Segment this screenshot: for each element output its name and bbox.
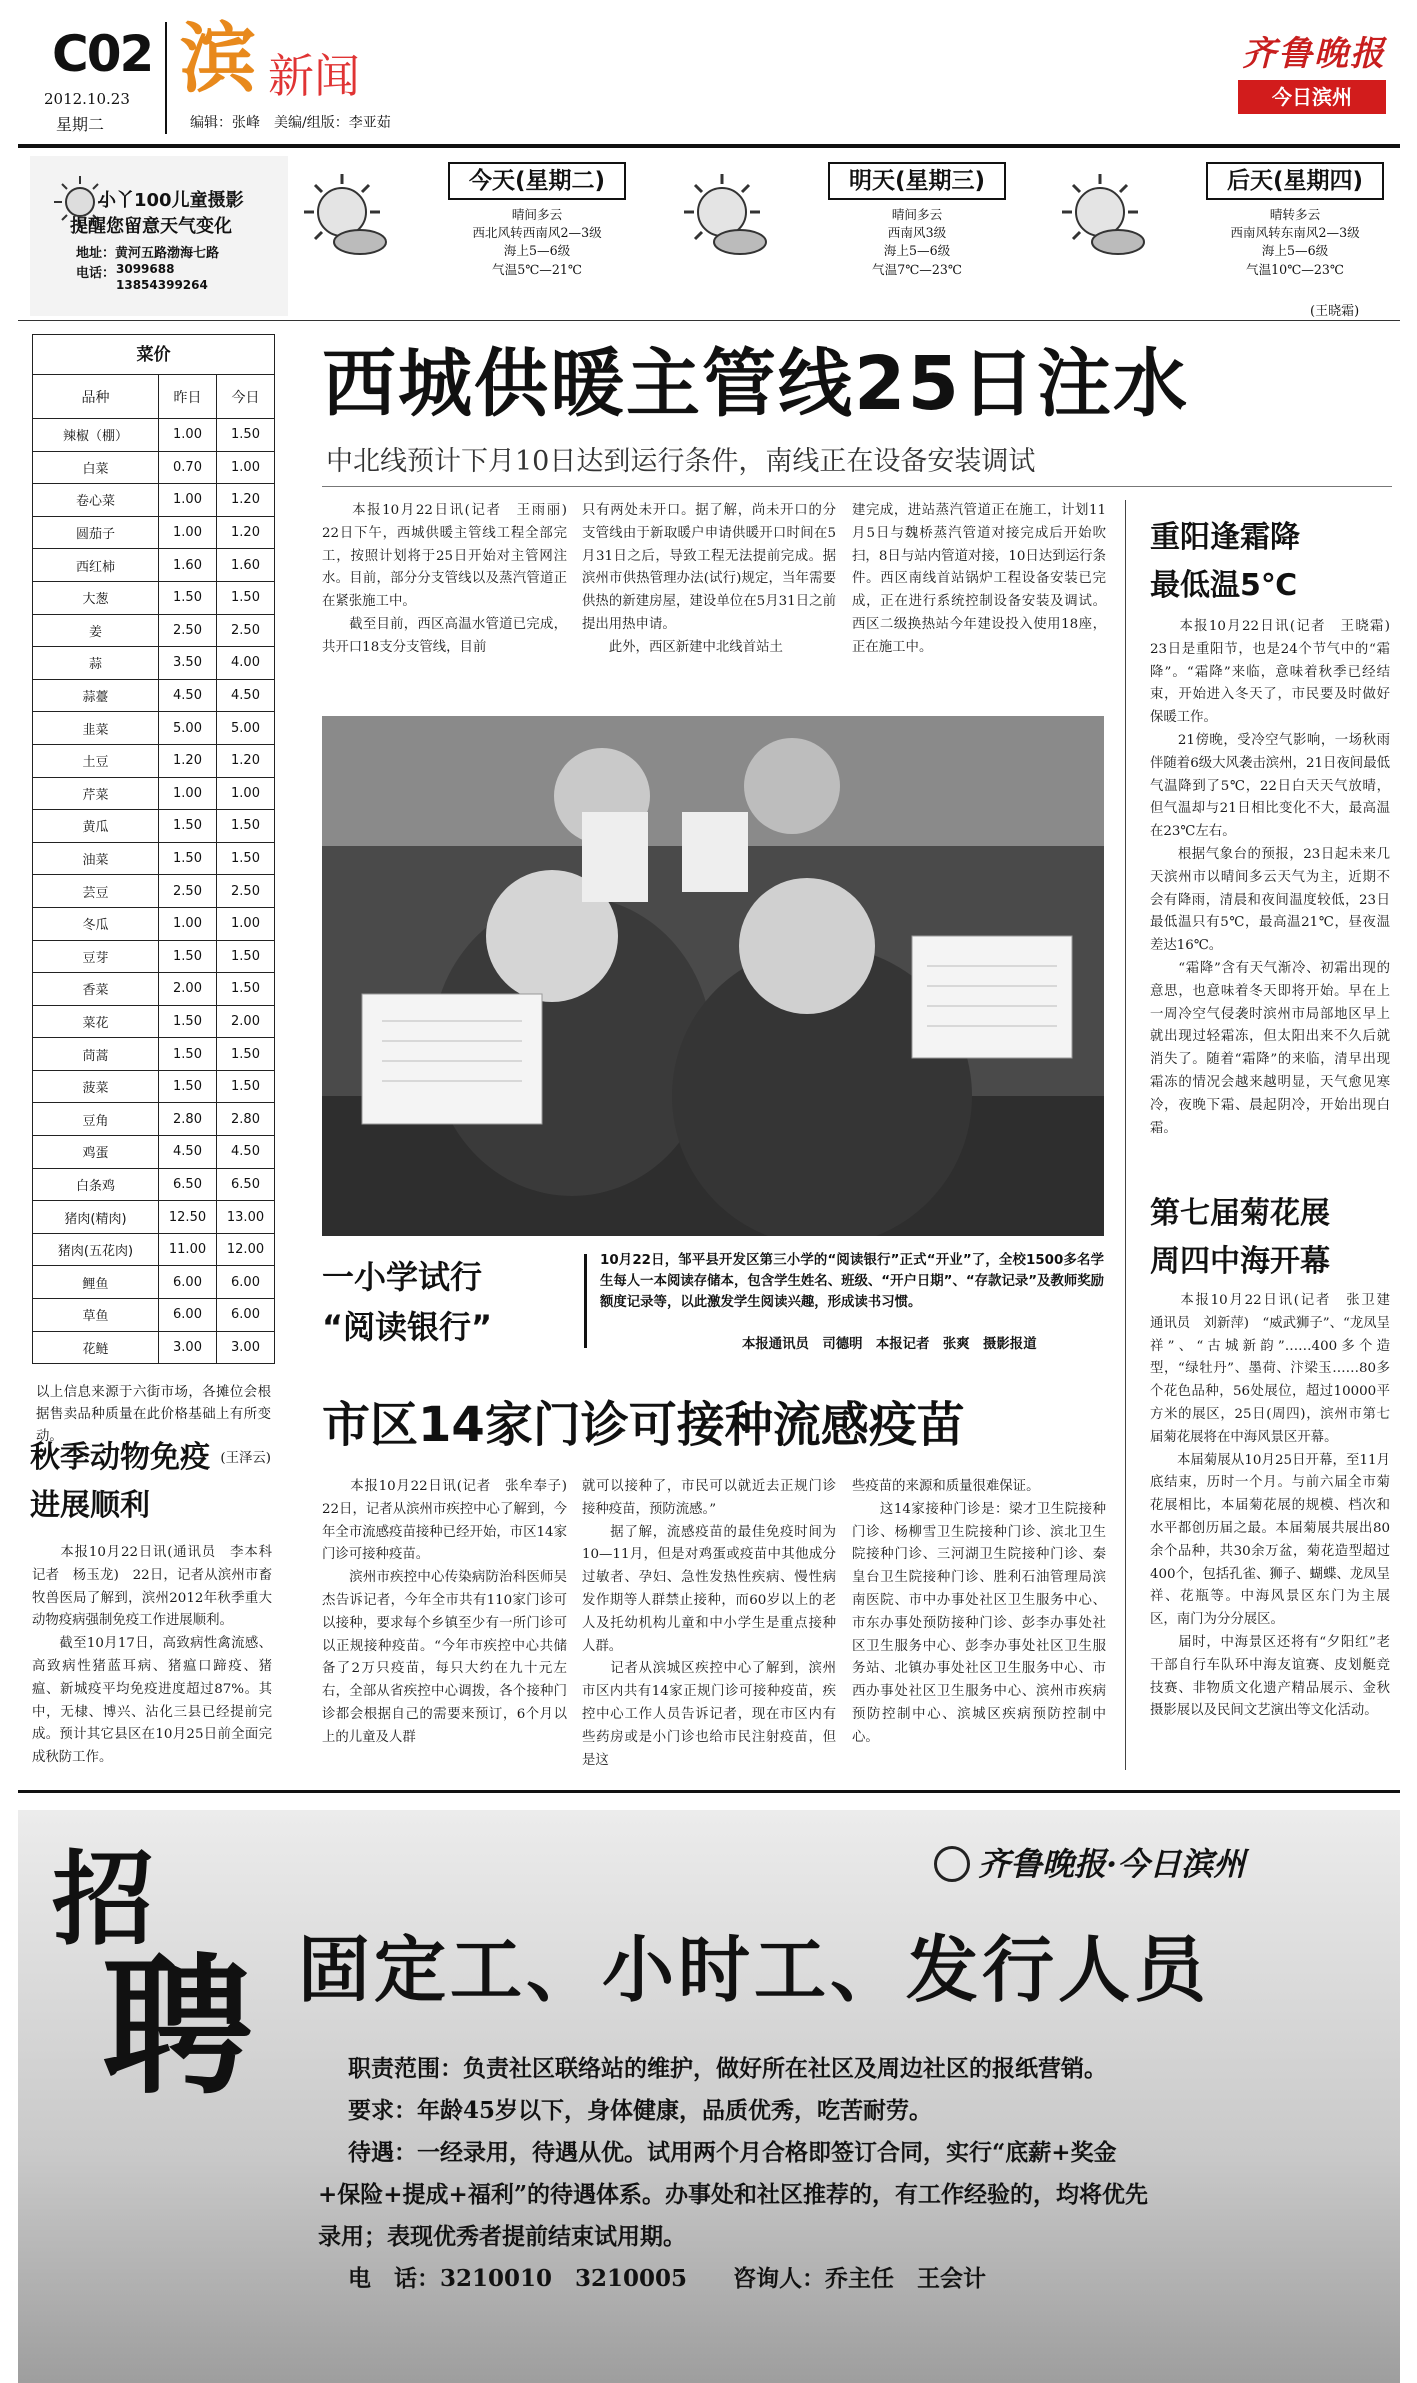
price-row <box>33 810 275 843</box>
sponsor-address: 地址：黄河五路渤海七路 <box>76 246 220 261</box>
price-yesterday: 6.50 <box>159 1168 217 1201</box>
price-yesterday: 11.00 <box>159 1233 217 1266</box>
price-row <box>33 1201 275 1234</box>
price-credit: (王泽云) <box>220 1451 271 1467</box>
item-name: 豆角 <box>33 1103 159 1136</box>
price-yesterday: 1.50 <box>159 940 217 973</box>
price-today: 1.50 <box>217 1038 275 1071</box>
price-today: 2.50 <box>217 614 275 647</box>
price-yesterday: 1.50 <box>159 1005 217 1038</box>
section-logo-char: 滨 <box>180 14 256 103</box>
price-yesterday: 1.00 <box>159 907 217 940</box>
price-yesterday: 2.80 <box>159 1103 217 1136</box>
headline-line: 最低温5℃ <box>1150 568 1298 603</box>
item-name: 芹菜 <box>33 777 159 810</box>
flu-headline: 市区14家门诊可接种流感疫苗 <box>322 1397 965 1453</box>
price-yesterday: 1.50 <box>159 842 217 875</box>
column-header: 品种 <box>33 375 159 419</box>
item-name: 豆芽 <box>33 940 159 973</box>
price-today: 2.80 <box>217 1103 275 1136</box>
headline-line: 重阳逢霜降 <box>1150 520 1300 555</box>
item-name: 黄瓜 <box>33 810 159 843</box>
price-today: 4.50 <box>217 1136 275 1169</box>
price-today: 1.00 <box>217 907 275 940</box>
ad-headline: 固定工、小时工、发行人员 <box>298 1928 1211 2012</box>
price-today: 1.50 <box>217 810 275 843</box>
livestock-headline <box>30 1434 210 1530</box>
price-today: 1.00 <box>217 777 275 810</box>
price-yesterday: 1.00 <box>159 777 217 810</box>
price-row <box>33 940 275 973</box>
price-yesterday: 1.50 <box>159 810 217 843</box>
partly-cloudy-icon <box>674 168 774 268</box>
lead-column-2: 只有两处未开口。据了解，尚未开口的分支管线由于新取暖户申请供暖开口时间在5月31日之后，导致工程无法提前完成。据滨州市供热管理办法(试行)规定，当年需要供热的新建房屋，建设单位在5月31日之前提出用热申请。 此外，西区新建中北线首站土 <box>582 503 836 655</box>
item-name: 花鲢 <box>33 1331 159 1364</box>
ad-body <box>318 2048 1368 2300</box>
reading-bank-photo <box>322 716 1104 1236</box>
price-yesterday: 5.00 <box>159 712 217 745</box>
price-today: 1.50 <box>217 973 275 1006</box>
weather-line: 海上5—6级 <box>883 243 951 259</box>
price-yesterday: 6.00 <box>159 1266 217 1299</box>
price-today: 4.00 <box>217 647 275 680</box>
price-note: 以上信息来源于六街市场，各摊位会根据售卖品种质量在此价格基础上有所变动。 <box>36 1385 271 1445</box>
price-today: 5.00 <box>217 712 275 745</box>
price-today: 1.50 <box>217 842 275 875</box>
partly-cloudy-icon <box>294 168 394 268</box>
price-row <box>33 1070 275 1103</box>
flu-column-3: 些疫苗的来源和质量很难保证。 这14家接种门诊是：梁才卫生院接种门诊、杨柳雪卫生院接种门诊、滨北卫生院接种门诊、三河湖卫生院接种门诊、秦皇台卫生院接种门诊、胜利石油管理局滨南医院、市中办事处社区卫生服务中心、市东办事处预防接种门诊、彭李办事处社区卫生服务中心、彭李办事处社区卫生服务站、北镇办事处社区卫生服务中心、市西办事处社区卫生服务中心、滨州市疾病预防控制中心、滨城区疾病预防控制中心。 <box>852 1479 1106 1745</box>
price-yesterday: 6.00 <box>159 1299 217 1332</box>
price-yesterday: 1.50 <box>159 1038 217 1071</box>
item-name: 香菜 <box>33 973 159 1006</box>
price-today: 2.50 <box>217 875 275 908</box>
price-yesterday: 1.00 <box>159 516 217 549</box>
price-yesterday: 2.50 <box>159 875 217 908</box>
headline-line: 第七届菊花展 <box>1150 1196 1330 1231</box>
frost-body: 本报10月22日讯(记者 王晓霜) 23日是重阳节，也是24个节气中的“霜降”。“霜降”来临，意味着秋季已经结束，开始进入冬天了，市民要及时做好保暖工作。 21傍晚，受冷空气影响，一场秋雨伴随着6级大风袭击滨州，21日夜间最低气温降到了5℃，22日白天天气放晴，但气温却与21日相比变化不大，最高温在23℃左右。 根据气象台的预报，23日起未来几天滨州市以晴间多云天气为主，近期不会有降雨，清晨和夜间温度较低，23日最低温只有5℃，最高温21℃，昼夜温差达16℃。 “霜降”含有天气渐冷、初霜出现的意思，也意味着冬天即将开始。早在上一周冷空气侵袭时滨州市局部地区早上就出现过轻霜冻，但太阳出来不久后就消失了。随着“霜降”的来临，清早出现霜冻的情况会越来越明显，天气愈见寒冷，夜晚下霜、晨起阴冷，开始出现白霜。 <box>1150 619 1390 1136</box>
weather-line: 气温5℃—21℃ <box>492 261 582 277</box>
price-today: 12.00 <box>217 1233 275 1266</box>
item-name: 白条鸡 <box>33 1168 159 1201</box>
sponsor-title: 小丫100儿童摄影 <box>98 190 244 211</box>
column-header: 昨日 <box>159 375 217 419</box>
price-today: 2.00 <box>217 1005 275 1038</box>
flu-column-1: 本报10月22日讯(记者 张牟奉子) 22日，记者从滨州市疾控中心了解到，今年全市流感疫苗接种已经开始，市区14家门诊可接种疫苗。 滨州市疾控中心传染病防治科医师吴杰告诉记者，今年全市共有110家门诊可以接种，要求每个乡镇至少有一所门诊可以正规接种疫苗。“今年市疾控中心共储备了2万只疫苗，每只大约在九十元左右，全部从省疾控中心调拨，各个接种门诊都会根据自己的需要来预订，6个月以上的儿童及人群 <box>322 1479 567 1745</box>
weather-line: 海上5—6级 <box>503 243 571 259</box>
price-row <box>33 581 275 614</box>
weather-rule <box>18 320 1400 321</box>
price-yesterday: 3.50 <box>159 647 217 680</box>
price-row <box>33 1136 275 1169</box>
price-row <box>33 842 275 875</box>
item-name: 圆茄子 <box>33 516 159 549</box>
right-column-divider <box>1125 500 1126 1770</box>
ad-brand-text: 齐鲁晚报·今日滨州 <box>978 1845 1246 1883</box>
paper-name: 齐鲁晚报 <box>1242 34 1386 74</box>
item-name: 鸡蛋 <box>33 1136 159 1169</box>
sponsor-slogan: 提醒您留意天气变化 <box>70 216 232 237</box>
price-yesterday: 1.00 <box>159 484 217 517</box>
page-number: C02 <box>52 25 153 83</box>
item-name: 卷心菜 <box>33 484 159 517</box>
item-name: 鲤鱼 <box>33 1266 159 1299</box>
weather-line: 西南风3级 <box>887 225 947 241</box>
price-table-title: 菜价 <box>32 334 275 374</box>
item-name: 土豆 <box>33 744 159 777</box>
headline-line: 周四中海开幕 <box>1150 1244 1330 1279</box>
caption-divider <box>584 1254 587 1348</box>
item-name: 芸豆 <box>33 875 159 908</box>
price-yesterday: 2.50 <box>159 614 217 647</box>
masthead-divider <box>165 22 167 134</box>
price-row <box>33 1299 275 1332</box>
column-header: 今日 <box>217 375 275 419</box>
price-today: 1.00 <box>217 451 275 484</box>
sponsor-phone-1: 3099688 <box>116 262 175 276</box>
item-name: 蒜薹 <box>33 679 159 712</box>
item-name: 韭菜 <box>33 712 159 745</box>
livestock-body: 本报10月22日讯(通讯员 李本科 记者 杨玉龙) 22日，记者从滨州市畜牧兽医局了解到，滨州2012年秋季重大动物疫病强制免疫工作进展顺利。 截至10月17日，高致病性禽流感、高致病性猪蓝耳病、猪瘟口蹄疫、猪瘟、新城疫平均免疫进度超过87%。其中，无棣、博兴、沾化三县已经提前完成。预计其它县区在10月25日前全面完成秋防工作。 <box>32 1545 272 1766</box>
weather-line: 晴间多云 <box>511 207 563 222</box>
price-row <box>33 1038 275 1071</box>
price-today: 1.50 <box>217 940 275 973</box>
weather-line: 晴转多云 <box>1269 207 1321 222</box>
price-row <box>33 549 275 582</box>
lead-headline: 西城供暖主管线25日注水 <box>322 341 1189 427</box>
item-name: 辣椒（棚） <box>33 419 159 452</box>
price-row <box>33 1331 275 1364</box>
weather-line: 西北风转西南风2—3级 <box>472 225 602 241</box>
partly-cloudy-icon <box>1052 168 1152 268</box>
caption-title-line: “阅读银行” <box>322 1308 493 1346</box>
price-row <box>33 973 275 1006</box>
editors-line: 编辑：张峰 美编/组版：李亚茹 <box>190 115 391 131</box>
price-yesterday: 1.60 <box>159 549 217 582</box>
price-yesterday: 1.50 <box>159 1070 217 1103</box>
price-table <box>32 374 275 1364</box>
photo-credit: 本报通讯员 司德明 本报记者 张爽 摄影报道 <box>742 1337 1037 1352</box>
sponsor-phone-label: 电话： <box>76 266 116 281</box>
weather-line: 海上5—6级 <box>1261 243 1329 259</box>
item-name: 猪肉(五花肉) <box>33 1233 159 1266</box>
price-yesterday: 1.00 <box>159 419 217 452</box>
price-row <box>33 777 275 810</box>
price-row <box>33 1103 275 1136</box>
weather-today <box>292 156 652 316</box>
price-today: 1.20 <box>217 744 275 777</box>
price-row <box>33 647 275 680</box>
recruitment-ad <box>18 1810 1400 2383</box>
masthead <box>0 0 1417 150</box>
issue-weekday: 星期二 <box>56 115 105 134</box>
price-today: 6.00 <box>217 1299 275 1332</box>
photo-caption: 10月22日，邹平县开发区第三小学的“阅读银行”正式“开业”了，全校1500多名学生每人一本阅读存储本，包含学生姓名、班级、“开户日期”、“存款记录”及教师奖励额度记录等，以此激发学生阅读兴趣，形成读书习惯。 <box>600 1253 1104 1310</box>
item-name: 猪肉(精肉) <box>33 1201 159 1234</box>
price-today: 3.00 <box>217 1331 275 1364</box>
frost-headline <box>1150 514 1300 610</box>
ad-pay-line: 待遇：一经录用，待遇从优。试用两个月合格即签订合同，实行“底薪+奖金 <box>348 2139 1117 2166</box>
weather-title: 今天(星期二) <box>448 162 626 200</box>
item-name: 油菜 <box>33 842 159 875</box>
price-row <box>33 712 275 745</box>
item-name: 菠菜 <box>33 1070 159 1103</box>
price-today: 1.50 <box>217 419 275 452</box>
price-row <box>33 1266 275 1299</box>
item-name: 冬瓜 <box>33 907 159 940</box>
item-name: 姜 <box>33 614 159 647</box>
ad-duty: 职责范围：负责社区联络站的维护，做好所在社区及周边社区的报纸营销。 <box>348 2055 1107 2082</box>
main-bottom-rule <box>18 1790 1400 1793</box>
item-name: 菜花 <box>33 1005 159 1038</box>
sponsor-box <box>30 156 288 316</box>
price-yesterday: 4.50 <box>159 1136 217 1169</box>
item-name: 大葱 <box>33 581 159 614</box>
ad-pay-line: +保险+提成+福利”的待遇体系。办事处和社区推荐的，有工作经验的，均将优先 <box>318 2181 1149 2208</box>
item-name: 蒜 <box>33 647 159 680</box>
weather-line: 气温7℃—23℃ <box>872 261 962 277</box>
price-today: 1.50 <box>217 1070 275 1103</box>
weather-line: 晴间多云 <box>891 207 943 222</box>
price-row <box>33 875 275 908</box>
price-section <box>32 334 275 1470</box>
ad-requirements: 要求：年龄45岁以下，身体健康，品质优秀，吃苦耐劳。 <box>348 2097 933 2124</box>
price-row <box>33 679 275 712</box>
price-row <box>33 516 275 549</box>
ad-contact: 电 话：3210010 3210005 咨询人：乔主任 王会计 <box>348 2265 987 2292</box>
price-row <box>33 1168 275 1201</box>
weather-credit: (王晓霜) <box>1310 304 1360 319</box>
masthead-rule <box>18 144 1400 148</box>
price-row <box>33 451 275 484</box>
ad-pay-line: 录用；表现优秀者提前结束试用期。 <box>318 2223 686 2250</box>
price-today: 4.50 <box>217 679 275 712</box>
issue-date: 2012.10.23 <box>44 90 130 108</box>
weather-day-after <box>1050 156 1410 316</box>
price-table-header <box>33 375 275 419</box>
item-name: 茼蒿 <box>33 1038 159 1071</box>
price-yesterday: 4.50 <box>159 679 217 712</box>
weather-tomorrow <box>672 156 1032 316</box>
lead-subhead: 中北线预计下月10日达到运行条件，南线正在设备安装调试 <box>326 446 1036 477</box>
price-row <box>33 484 275 517</box>
price-today: 6.00 <box>217 1266 275 1299</box>
price-today: 1.60 <box>217 549 275 582</box>
price-yesterday: 12.50 <box>159 1201 217 1234</box>
price-row <box>33 1005 275 1038</box>
lead-column-1: 本报10月22日讯(记者 王雨丽) 22日下午，西城供暖主管线工程全部完工，按照计划将于25日开始对主管网注水。目前，部分分支管线以及蒸汽管道正在紧张施工中。 截至目前，西区高温水管道已完成，共开口18支分支管线，目前 <box>322 503 567 655</box>
price-today: 6.50 <box>217 1168 275 1201</box>
weather-line: 气温10℃—23℃ <box>1245 261 1344 277</box>
price-yesterday: 3.00 <box>159 1331 217 1364</box>
recruit-char-pin: 聘 <box>102 1939 253 2115</box>
sponsor-phone-2: 13854399264 <box>116 278 208 292</box>
lead-rule <box>322 486 1392 487</box>
item-name: 西红柿 <box>33 549 159 582</box>
price-yesterday: 0.70 <box>159 451 217 484</box>
recruit-char-zhao: 招 <box>52 1840 154 1960</box>
price-yesterday: 2.00 <box>159 973 217 1006</box>
edition-badge: 今日滨州 <box>1238 80 1386 114</box>
weather-title: 后天(星期四) <box>1206 162 1384 200</box>
headline-line: 进展顺利 <box>30 1488 150 1523</box>
brand-logo-icon <box>934 1846 970 1882</box>
price-row <box>33 419 275 452</box>
weather-title: 明天(星期三) <box>828 162 1006 200</box>
flu-column-2: 就可以接种了，市民可以就近去正规门诊接种疫苗，预防流感。” 据了解，流感疫苗的最佳免疫时间为10—11月，但是对鸡蛋或疫苗中其他成分过敏者、孕妇、急性发热性疾病、慢性病发作期等人群禁止接种，而60岁以上的老人及托幼机构儿童和中小学生是重点接种人群。 记者从滨城区疾控中心了解到，滨州市区内共有14家正规门诊可接种疫苗，疾控中心工作人员告诉记者，现在市区内有些药房或是小门诊也给市民注射疫苗，但是这 <box>582 1479 836 1768</box>
caption-title-line: 一小学试行 <box>322 1258 483 1296</box>
weather-line: 西南风转东南风2—3级 <box>1230 225 1360 241</box>
price-row <box>33 907 275 940</box>
price-today: 1.50 <box>217 581 275 614</box>
price-today: 13.00 <box>217 1201 275 1234</box>
price-today: 1.20 <box>217 516 275 549</box>
price-row <box>33 1233 275 1266</box>
price-today: 1.20 <box>217 484 275 517</box>
item-name: 草鱼 <box>33 1299 159 1332</box>
item-name: 白菜 <box>33 451 159 484</box>
price-row <box>33 614 275 647</box>
headline-line: 秋季动物免疫 <box>30 1440 210 1475</box>
chrysanthemum-headline <box>1150 1190 1330 1286</box>
price-yesterday: 1.20 <box>159 744 217 777</box>
price-row <box>33 744 275 777</box>
lead-column-3: 建完成，进站蒸汽管道正在施工，计划11月5日与魏桥蒸汽管道对接完成后开始吹扫，8日与站内管道对接，10日达到运行条件。西区南线首站锅炉工程设备安装已完成，正在进行系统控制设备安装及调试。西区二级换热站今年建设投入使用18座，正在施工中。 <box>852 503 1106 655</box>
section-logo-text: 新闻 <box>268 49 360 103</box>
chrysanthemum-body: 本报10月22日讯(记者 张卫建 通讯员 刘新萍) “威武狮子”、“龙凤呈祥”、“古城新韵”……400多个造型，“绿牡丹”、墨荷、汴梁玉……80多个花色品种，56处展位，超过10000平方米的展区，25日(周四)，滨州市第七届菊花展将在中海风景区开幕。 本届菊展从10月25日开幕，至11月底结束，历时一个月。与前六届全市菊花展相比，本届菊花展的规模、档次和水平都创历届之最。本届菊展共展出80余个品种，共30余万盆，菊花造型超过400个，包括孔雀、狮子、蝴蝶、龙凤呈祥、花瓶等。中海风景区东门为主展区，南门为分分展区。 届时，中海景区还将有“夕阳红”老干部自行车队环中海友谊赛、皮划艇竞技赛、非物质文化遗产精品展示、金秋摄影展以及民间文艺演出等文化活动。 <box>1150 1293 1391 1719</box>
section-logo <box>180 14 440 103</box>
price-yesterday: 1.50 <box>159 581 217 614</box>
photo-caption-title <box>322 1252 492 1352</box>
